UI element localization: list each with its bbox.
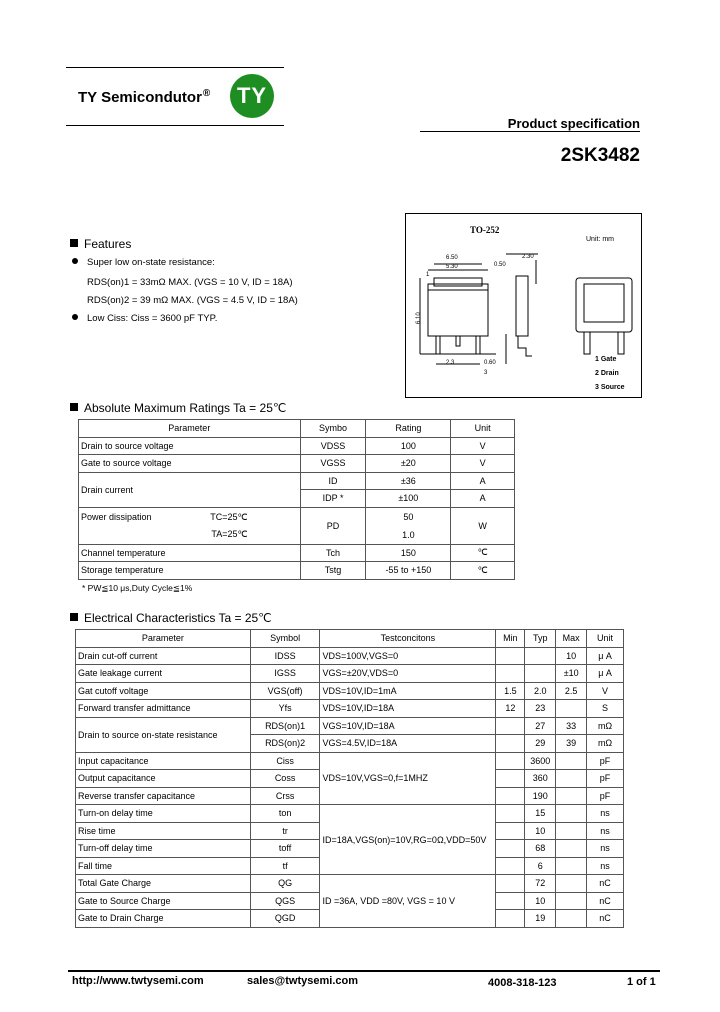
param-cell: Drain to source on-state resistance (76, 717, 251, 752)
max-cell (556, 857, 587, 875)
max-cell (556, 752, 587, 770)
footer-rule (68, 970, 660, 972)
abs-max-title: Absolute Maximum Ratings Ta = 25℃ (70, 401, 286, 415)
table-row (76, 752, 624, 770)
param-label: Power dissipation (81, 511, 152, 522)
min-cell (496, 787, 525, 805)
rating-cell: 100 (366, 437, 451, 455)
product-spec-label: Product specification (507, 116, 640, 131)
param-cell: Drain to source voltage (79, 437, 301, 455)
typ-cell: 29 (525, 735, 556, 753)
rating-cell: 50 (366, 507, 451, 526)
svg-text:6.10: 6.10 (416, 312, 422, 324)
unit-cell: ns (587, 857, 624, 875)
condition-label: TA=25℃ (211, 528, 248, 539)
unit-cell: ℃ (451, 544, 515, 562)
param-cell: Rise time (76, 822, 251, 840)
col-header: Rating (366, 420, 451, 438)
table-row (76, 700, 624, 718)
condition-cell: VGS=±20V,VDS=0 (320, 665, 496, 683)
rating-cell: 150 (366, 544, 451, 562)
symbol-cell: QGD (250, 910, 320, 928)
feature-item: Low Ciss: Ciss = 3600 pF TYP. (72, 313, 217, 324)
param-cell: Reverse transfer capacitance (76, 787, 251, 805)
typ-cell: 2.0 (525, 682, 556, 700)
ty-logo: TY (230, 74, 274, 118)
svg-text:2.30: 2.30 (522, 254, 534, 260)
symbol-cell: RDS(on)1 (250, 717, 320, 735)
svg-text:5.30: 5.30 (446, 264, 458, 270)
col-header: Parameter (76, 630, 251, 648)
elec-title: Electrical Characteristics Ta = 25℃ (70, 611, 272, 625)
max-cell: 33 (556, 717, 587, 735)
col-header: Parameter (79, 420, 301, 438)
max-cell (556, 892, 587, 910)
max-cell (556, 787, 587, 805)
symbol-cell: toff (250, 840, 320, 858)
svg-text:2.3: 2.3 (446, 360, 455, 366)
feature-item: RDS(on)1 = 33mΩ MAX. (VGS = 10 V, ID = 18A) (87, 277, 293, 288)
col-header: Symbol (250, 630, 320, 648)
brand-name: TY Semicondutor® (78, 88, 211, 106)
table-row (76, 682, 624, 700)
typ-cell: 27 (525, 717, 556, 735)
spec-rule (420, 131, 640, 132)
symbol-cell: VDSS (300, 437, 366, 455)
symbol-cell: Crss (250, 787, 320, 805)
typ-cell: 10 (525, 822, 556, 840)
bullet-icon (72, 258, 78, 264)
table-row (76, 647, 624, 665)
max-cell (556, 770, 587, 788)
unit-cell: V (587, 682, 624, 700)
min-cell (496, 735, 525, 753)
min-cell (496, 910, 525, 928)
min-cell: 1.5 (496, 682, 525, 700)
min-cell (496, 770, 525, 788)
param-cell: Gate to Drain Charge (76, 910, 251, 928)
footer-email-link[interactable]: sales@twtysemi.com (247, 975, 358, 987)
rating-cell: ±36 (366, 472, 451, 490)
table-row (79, 544, 515, 562)
param-cell: Drain cut-off current (76, 647, 251, 665)
max-cell: 39 (556, 735, 587, 753)
min-cell (496, 857, 525, 875)
table-header-row (76, 630, 624, 648)
footer-phone: 4008-318-123 (488, 977, 557, 989)
typ-cell: 6 (525, 857, 556, 875)
table-row (76, 717, 624, 735)
symbol-cell: VGS(off) (250, 682, 320, 700)
features-title: Features (70, 237, 131, 251)
unit-cell: V (451, 437, 515, 455)
unit-cell: ℃ (451, 562, 515, 580)
condition-label: TC=25℃ (210, 511, 248, 522)
feature-item: RDS(on)2 = 39 mΩ MAX. (VGS = 4.5 V, ID = 18A) (87, 295, 298, 306)
param-cell (79, 507, 301, 544)
param-cell: Channel temperature (79, 544, 301, 562)
condition-cell: VDS=10V,ID=1mA (320, 682, 496, 700)
typ-cell (525, 647, 556, 665)
param-cell: Turn-off delay time (76, 840, 251, 858)
max-cell (556, 805, 587, 823)
symbol-cell: IDSS (250, 647, 320, 665)
unit-cell: mΩ (587, 735, 624, 753)
symbol-cell: Yfs (250, 700, 320, 718)
typ-cell: 68 (525, 840, 556, 858)
package-unit: Unit: mm (586, 236, 614, 243)
min-cell (496, 665, 525, 683)
typ-cell: 72 (525, 875, 556, 893)
rating-cell: ±100 (366, 490, 451, 508)
symbol-cell: ID (300, 472, 366, 490)
table-row (76, 875, 624, 893)
param-cell: Gate to source voltage (79, 455, 301, 473)
condition-cell: ID=18A,VGS(on)=10V,RG=0Ω,VDD=50V (320, 805, 496, 875)
unit-cell: ns (587, 840, 624, 858)
max-cell (556, 822, 587, 840)
pin-label: 1 Gate (595, 356, 617, 363)
col-header: Min (496, 630, 525, 648)
condition-cell: VGS=10V,ID=18A (320, 717, 496, 735)
col-header: Unit (451, 420, 515, 438)
condition-cell: VGS=4.5V,ID=18A (320, 735, 496, 753)
min-cell (496, 892, 525, 910)
param-cell: Total Gate Charge (76, 875, 251, 893)
min-cell (496, 717, 525, 735)
unit-cell: mΩ (587, 717, 624, 735)
symbol-cell: Coss (250, 770, 320, 788)
square-bullet-icon (70, 239, 78, 247)
rating-cell: ±20 (366, 455, 451, 473)
unit-cell: ns (587, 805, 624, 823)
min-cell (496, 822, 525, 840)
max-cell (556, 840, 587, 858)
param-cell: Forward transfer admittance (76, 700, 251, 718)
typ-cell: 10 (525, 892, 556, 910)
unit-cell: pF (587, 752, 624, 770)
abs-max-table (78, 419, 515, 580)
col-header: Symbo (300, 420, 366, 438)
unit-cell: V (451, 455, 515, 473)
min-cell (496, 875, 525, 893)
max-cell (556, 875, 587, 893)
unit-cell: μ A (587, 647, 624, 665)
symbol-cell: ton (250, 805, 320, 823)
col-header: Unit (587, 630, 624, 648)
min-cell (496, 840, 525, 858)
min-cell (496, 752, 525, 770)
param-cell: Gat cutoff voltage (76, 682, 251, 700)
param-cell: Output capacitance (76, 770, 251, 788)
min-cell (496, 805, 525, 823)
svg-text:3: 3 (484, 370, 488, 376)
symbol-cell: VGSS (300, 455, 366, 473)
symbol-cell: RDS(on)2 (250, 735, 320, 753)
unit-cell: nC (587, 875, 624, 893)
unit-cell: μ A (587, 665, 624, 683)
table-row (79, 455, 515, 473)
param-cell: Turn-on delay time (76, 805, 251, 823)
symbol-cell: tr (250, 822, 320, 840)
rating-cell: -55 to +150 (366, 562, 451, 580)
typ-cell: 15 (525, 805, 556, 823)
unit-cell: nC (587, 892, 624, 910)
symbol-cell: PD (300, 507, 366, 544)
symbol-cell: Tstg (300, 562, 366, 580)
feature-item: Super low on-state resistance: (72, 257, 215, 268)
param-cell: Gate leakage current (76, 665, 251, 683)
min-cell (496, 647, 525, 665)
param-cell: Storage temperature (79, 562, 301, 580)
max-cell (556, 910, 587, 928)
symbol-cell: QG (250, 875, 320, 893)
elec-table (75, 629, 624, 928)
unit-cell: A (451, 490, 515, 508)
unit-cell: W (451, 507, 515, 544)
unit-cell: pF (587, 787, 624, 805)
bullet-icon (72, 314, 78, 320)
min-cell: 12 (496, 700, 525, 718)
svg-text:1: 1 (426, 272, 430, 278)
footnote: * PW≦10 μs,Duty Cycle≦1% (82, 583, 193, 593)
package-title: TO-252 (470, 225, 500, 235)
svg-text:0.60: 0.60 (484, 360, 496, 366)
typ-cell: 23 (525, 700, 556, 718)
footer-website-link[interactable]: http://www.twtysemi.com (72, 975, 204, 987)
unit-cell: S (587, 700, 624, 718)
unit-cell: pF (587, 770, 624, 788)
svg-text:0.50: 0.50 (494, 262, 506, 268)
symbol-cell: IGSS (250, 665, 320, 683)
svg-text:6.50: 6.50 (446, 255, 458, 261)
col-header: Max (556, 630, 587, 648)
unit-cell: ns (587, 822, 624, 840)
col-header: Testconcitons (320, 630, 496, 648)
table-row (76, 805, 624, 823)
header-top-rule (66, 67, 284, 68)
param-cell: Gate to Source Charge (76, 892, 251, 910)
pin-label: 2 Drain (595, 370, 619, 377)
param-cell: Fall time (76, 857, 251, 875)
max-cell: 10 (556, 647, 587, 665)
page-number: 1 of 1 (627, 976, 656, 988)
unit-cell: A (451, 472, 515, 490)
pin-label: 3 Source (595, 384, 625, 391)
condition-cell: ID =36A, VDD =80V, VGS = 10 V (320, 875, 496, 928)
square-bullet-icon (70, 403, 78, 411)
table-row (79, 507, 515, 526)
symbol-cell: tf (250, 857, 320, 875)
max-cell: ±10 (556, 665, 587, 683)
condition-cell: VDS=10V,ID=18A (320, 700, 496, 718)
symbol-cell: IDP * (300, 490, 366, 508)
max-cell (556, 700, 587, 718)
rating-cell: 1.0 (366, 526, 451, 545)
table-row (79, 437, 515, 455)
symbol-cell: Tch (300, 544, 366, 562)
col-header: Typ (525, 630, 556, 648)
typ-cell: 19 (525, 910, 556, 928)
table-row (76, 665, 624, 683)
typ-cell: 3600 (525, 752, 556, 770)
square-bullet-icon (70, 613, 78, 621)
typ-cell: 190 (525, 787, 556, 805)
typ-cell (525, 665, 556, 683)
condition-cell: VDS=100V,VGS=0 (320, 647, 496, 665)
param-cell: Input capacitance (76, 752, 251, 770)
symbol-cell: QGS (250, 892, 320, 910)
table-row (79, 472, 515, 490)
part-number: 2SK3482 (560, 145, 640, 166)
table-header-row (79, 420, 515, 438)
header-bottom-rule (66, 125, 284, 126)
condition-cell: VDS=10V,VGS=0,f=1MHZ (320, 752, 496, 805)
param-cell: Drain current (79, 472, 301, 507)
table-row (79, 562, 515, 580)
symbol-cell: Ciss (250, 752, 320, 770)
max-cell: 2.5 (556, 682, 587, 700)
unit-cell: nC (587, 910, 624, 928)
typ-cell: 360 (525, 770, 556, 788)
